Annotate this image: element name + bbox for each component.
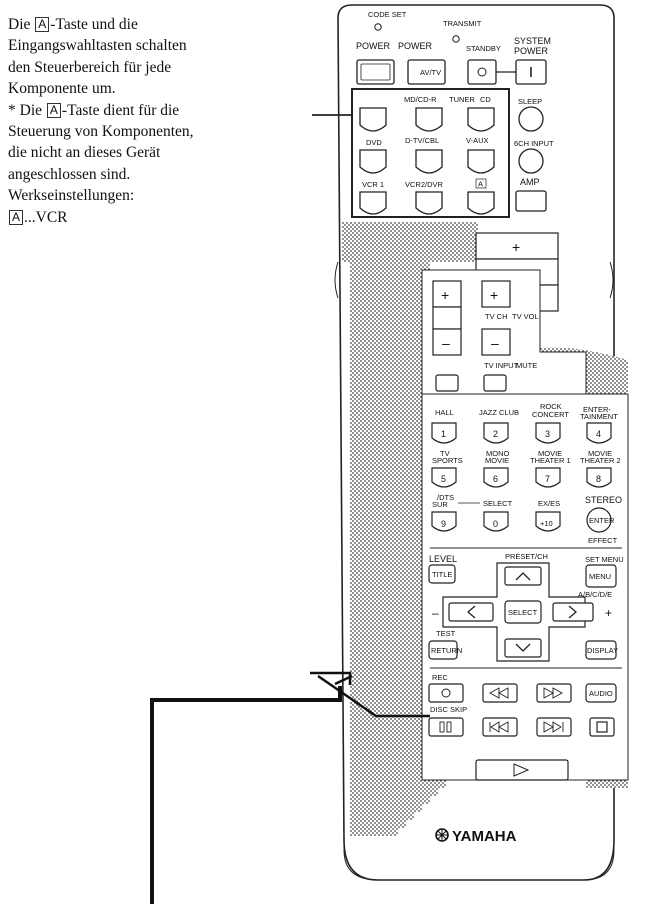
tv-mute-label: MUTE	[516, 361, 538, 370]
amp-label: AMP	[520, 177, 540, 187]
standby-button[interactable]	[468, 60, 496, 84]
skip-back-button[interactable]	[483, 718, 517, 736]
enter-label: ENTER	[589, 516, 615, 525]
a-key-symbol: A	[35, 17, 49, 32]
num-2-label: 2	[493, 429, 499, 439]
tv-ch-label: TV CH	[485, 312, 508, 321]
desc-line-1: Die A -Taste und die	[8, 16, 138, 33]
pointer-line-lower	[152, 686, 340, 904]
movie-theater2-label-2: THEATER 2	[580, 456, 621, 465]
tv-sports-label-2: SPORTS	[432, 456, 463, 465]
rock-concert-label-1: ROCK	[540, 402, 562, 411]
power-label-1: POWER	[356, 41, 391, 51]
vcr1-button[interactable]	[360, 192, 386, 214]
select-label: SELECT	[483, 499, 513, 508]
tv-mute-button[interactable]	[484, 375, 506, 391]
dvd-button[interactable]	[360, 150, 386, 173]
standby-label: STANDBY	[466, 44, 501, 53]
v-aux-label: V-AUX	[466, 136, 489, 145]
rock-concert-label-2: CONCERT	[532, 410, 569, 419]
tv-input-label: TV INPUT	[484, 361, 519, 370]
desc-line-10: A ...VCR	[8, 207, 308, 228]
power-label-2: POWER	[398, 41, 433, 51]
audio-label: AUDIO	[589, 689, 613, 698]
cd-label: CD	[480, 95, 491, 104]
desc-line-4: Komponente um.	[8, 80, 116, 98]
select-center-label: SELECT	[508, 608, 538, 617]
system-power-label: POWER	[514, 46, 549, 56]
tv-ch-minus-label: –	[442, 335, 450, 351]
sleep-button[interactable]	[519, 107, 543, 131]
vcr2-dvr-button[interactable]	[416, 192, 442, 214]
cursor-right-button[interactable]	[553, 603, 593, 621]
6ch-input-label: 6CH INPUT	[514, 139, 554, 148]
tuner-label: TUNER	[449, 95, 475, 104]
cursor-down-button[interactable]	[505, 639, 541, 657]
hall-label: HALL	[435, 408, 454, 417]
pause-button[interactable]	[429, 718, 463, 736]
rewind-button[interactable]	[483, 684, 517, 702]
code-set-label: CODE SET	[368, 10, 407, 19]
brand-label: YAMAHA	[452, 828, 517, 845]
num-0-label: 0	[493, 519, 499, 529]
desc-line-6: Steuerung von Komponenten,	[8, 123, 194, 141]
vcr1-label: VCR 1	[362, 180, 385, 189]
num-6-label: 6	[493, 474, 499, 484]
md-cdr-button[interactable]	[416, 108, 442, 131]
phono-button[interactable]	[360, 108, 386, 131]
effect-label: EFFECT	[588, 536, 618, 545]
dtv-cbl-button[interactable]	[416, 150, 442, 173]
desc-line-8: angeschlossen sind.	[8, 165, 131, 183]
sleep-label: SLEEP	[518, 97, 543, 106]
a-key-symbol: A	[47, 103, 61, 118]
preset-ch-label: PRESET/CH	[505, 552, 548, 561]
return-label: RETURN	[431, 646, 463, 655]
desc-line-3: den Steuerbereich für jede	[8, 58, 172, 76]
dts-label-2: SUR	[432, 500, 448, 509]
disc-skip-label: DISC SKIP	[430, 705, 468, 714]
level-label: LEVEL	[429, 554, 458, 564]
display-label: DISPLAY	[587, 646, 619, 655]
plus10-label: +10	[540, 519, 553, 528]
movie-theater1-label-2: THEATER 1	[530, 456, 571, 465]
jazz-club-label: JAZZ CLUB	[479, 408, 520, 417]
level-plus-label: +	[605, 606, 613, 620]
desc-line-5: * Die A -Taste dient für die	[8, 101, 180, 119]
transmit-label: TRANSMIT	[443, 19, 482, 28]
tv-vol-label: TV VOL	[512, 312, 539, 321]
desc-line-2: Eingangswahltasten schalten	[8, 37, 187, 55]
tv-sports-label-1: TV	[440, 449, 450, 458]
desc-line-7: die nicht an dieses Gerät	[8, 144, 161, 162]
md-cdr-label: MD/CD-R	[404, 95, 437, 104]
tv-vol-plus-label: +	[490, 287, 499, 303]
cursor-up-button[interactable]	[505, 567, 541, 585]
rec-button[interactable]	[429, 684, 463, 702]
transmit-indicator	[453, 36, 459, 42]
v-aux-button[interactable]	[468, 150, 494, 173]
a-key-label: A	[478, 179, 484, 189]
abcde-label: A/B/C/D/E	[578, 590, 613, 599]
6ch-input-button[interactable]	[519, 149, 543, 173]
entertainment-label-1: ENTER-	[583, 405, 611, 414]
dts-label-1: /DTS	[437, 493, 455, 502]
movie-theater1-label-1: MOVIE	[538, 449, 563, 458]
num-4-label: 4	[596, 429, 602, 439]
a-button[interactable]	[468, 192, 494, 214]
desc-line-9: Werkseinstellungen:	[8, 187, 135, 205]
play-button[interactable]	[476, 760, 568, 780]
mono-movie-label-1: MONO	[486, 449, 510, 458]
system-label: SYSTEM	[514, 36, 552, 46]
skip-forward-button[interactable]	[537, 718, 571, 736]
code-set-indicator	[375, 24, 381, 30]
tv-ch-plus-label: +	[441, 287, 450, 303]
level-minus-label: –	[432, 606, 439, 620]
stereo-label: STEREO	[585, 495, 623, 505]
cd-button[interactable]	[468, 108, 494, 131]
avtv-label: AV/TV	[420, 68, 442, 77]
stop-button[interactable]	[590, 718, 614, 736]
set-menu-label: SET MENU	[585, 555, 624, 564]
title-button-label: TITLE	[432, 570, 453, 579]
dvd-label: DVD	[366, 138, 382, 147]
num-8-label: 8	[596, 474, 602, 484]
num-3-label: 3	[545, 429, 551, 439]
tv-input-button[interactable]	[436, 375, 458, 391]
vcr2-dvr-label: VCR2/DVR	[405, 180, 443, 189]
movie-theater2-label-1: MOVIE	[588, 449, 613, 458]
rec-label: REC	[432, 673, 448, 682]
dtv-cbl-label: D-TV/CBL	[405, 136, 440, 145]
ex-es-label: EX/ES	[538, 499, 561, 508]
num-7-label: 7	[545, 474, 551, 484]
num-9-label: 9	[441, 519, 447, 529]
num-5-label: 5	[441, 474, 447, 484]
a-key-symbol: A	[9, 210, 23, 225]
menu-label: MENU	[589, 572, 612, 581]
fast-forward-button[interactable]	[537, 684, 571, 702]
tv-vol-minus-label: –	[491, 335, 499, 351]
num-1-label: 1	[441, 429, 447, 439]
volume-plus-label: +	[512, 239, 521, 255]
entertainment-label-2: TAINMENT	[580, 412, 618, 421]
amp-button[interactable]	[516, 191, 546, 211]
test-label: TEST	[436, 629, 456, 638]
cursor-left-button[interactable]	[449, 603, 493, 621]
mono-movie-label-2: MOVIE	[485, 456, 510, 465]
